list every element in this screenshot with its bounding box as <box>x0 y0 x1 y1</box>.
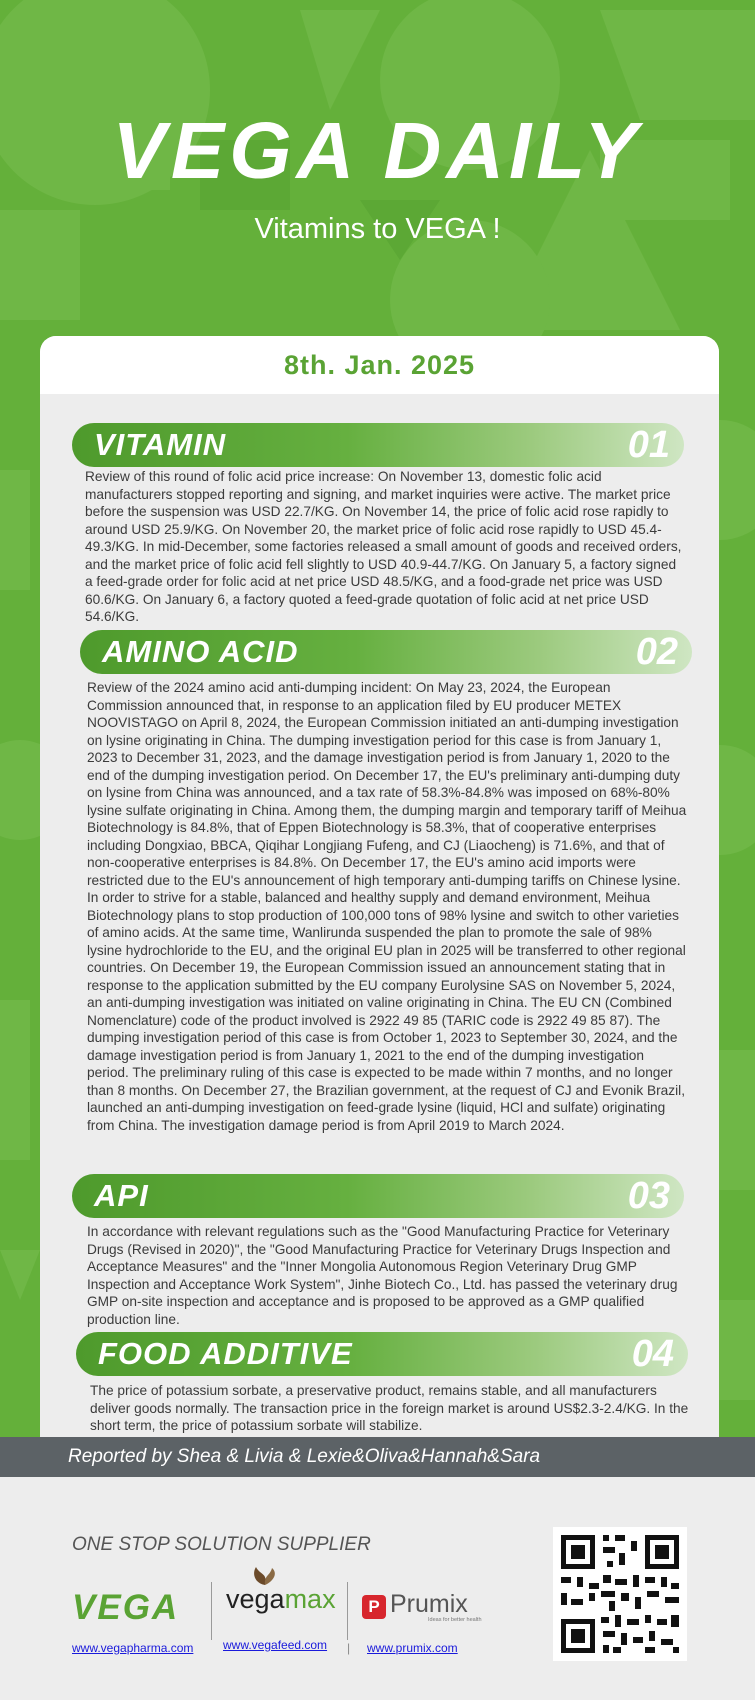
section-text-vitamin: Review of this round of folic acid price increase: On November 13, domestic folic acid manufacturers stopped reporting and signing, and market inquiries were active. The market price before the suspension was USD 22.7/KG. On November 14, the price of folic acid rose rapidly to around USD 25.9/KG. On November 20, the market price of folic acid rose rapidly to USD 45.4-49.3/KG. In mid-December, some factories released a small amount of goods and received orders, and the market price of folic acid fell slightly to USD 40.9-44.7/KG. On January 5, a factory signed a feed-grade order for folic acid at net price USD 48.5/KG, and a food-grade net price was USD 60.6/KG. On January 6, a factory quoted a feed-grade quotation of folic acid at net price USD 54.6/KG. <box>85 469 682 624</box>
logo-divider <box>347 1582 348 1640</box>
section-text-api: In accordance with relevant regulations such as the "Good Manufacturing Practice for Veterinary Drugs (Revised in 2020)", the "Good Manufacturing Practice for Veterinary Drugs Inspection and Acceptance Measures" and the "Inner Mongolia Autonomous Region Veterinary Drug GMP Inspection and Acceptance Work System", Jinhe Biotech Co., Ltd. has passed the veterinary drug GMP on-site inspection and acceptance and is proposed to be approved as a GMP qualified production line. <box>87 1224 678 1327</box>
prumix-tagline: Ideas for better health <box>428 1617 482 1623</box>
vega-logo: VEGA <box>72 1588 180 1627</box>
section-title: FOOD ADDITIVE <box>98 1336 353 1371</box>
section-number: 03 <box>627 1175 670 1217</box>
link-separator: | <box>347 1641 351 1655</box>
section-number: 02 <box>635 631 678 673</box>
logo-divider <box>211 1582 212 1640</box>
content-card <box>40 336 719 1437</box>
section-header-vitamin <box>72 423 684 467</box>
footer-tagline: ONE STOP SOLUTION SUPPLIER <box>72 1534 371 1555</box>
link-prumix[interactable]: www.prumix.com <box>367 1641 458 1655</box>
section-header-amino-acid <box>80 630 692 674</box>
link-vegapharma[interactable]: www.vegapharma.com <box>72 1641 194 1655</box>
reporter-credits: Reported by Shea & Livia & Lexie&Oliva&Hannah&Sara <box>68 1446 541 1467</box>
qr-code-icon <box>553 1527 687 1661</box>
footer <box>0 1477 755 1700</box>
issue-date: 8th. Jan. 2025 <box>40 336 719 394</box>
section-number: 01 <box>627 424 670 466</box>
page-subtitle: Vitamins to VEGA ! <box>254 213 501 245</box>
section-text-food-additive: The price of potassium sorbate, a preservative product, remains stable, and all manufacturers deliver goods normally. The transaction price in the foreign market is around US$2.3-2.4/KG. In the short term, the price of potassium sorbate will stabilize. <box>90 1383 689 1433</box>
section-number: 04 <box>631 1333 674 1375</box>
section-header-api <box>72 1174 684 1218</box>
section-title: API <box>94 1178 149 1213</box>
section-title: VITAMIN <box>94 427 227 462</box>
page-title: VEGA DAILY <box>112 106 643 195</box>
section-header-food-additive <box>76 1332 688 1376</box>
section-title: AMINO ACID <box>102 634 299 669</box>
reporter-bar <box>0 1437 755 1477</box>
vegamax-logo: vegamax <box>226 1584 336 1614</box>
prumix-icon: P <box>362 1595 386 1619</box>
prumix-logo: Prumix <box>390 1590 468 1618</box>
link-vegafeed[interactable]: www.vegafeed.com <box>223 1638 328 1652</box>
section-text-amino-acid: Review of the 2024 amino acid anti-dumping incident: On May 23, 2024, the European Commission announced that, in response to an application filed by EU producer METEX NOOVISTAGO on April 8, 2024, the European Commission initiated an anti-dumping investigation on lysine originating in China. The dumping investigation period for this case is from January 1, 2023 to December 31, 2023, and the damage investigation period is from January 1, 2020 to the end of the dumping investigation period. On December 17, the EU's preliminary anti-dumping duty on lysine from China was announced, and a tax rate of 58.3%-84.8% was imposed on 68%-80% lysine sulfate originating in China. Among them, the dumping margin and temporary tariff of Meihua Biotechnology is 84.8%, that of Eppen Biotechnology is 58.3%, that of cooperative enterprises including Dongxiao, BBCA, Qiqihar Longjiang Fufeng, and CJ (Liaocheng) is 71.6%, and that of non-cooperative enterprises is 84.8%. On December 17, the EU's amino acid imports were restricted due to the EU's announcement of high temporary anti-dumping tariffs on Chinese lysine. In order to strive for a stable, balanced and healthy supply and demand environment, Meihua Biotechnology plans to stop production of 100,000 tons of 98% lysine and switch to other varieties of amino acids. At the same time, Wanlirunda suspended the plan to promote the sale of 98% lysine hydrochloride to the EU, and the original EU plan in 2025 will be transferred to other regional countries. On December 19, the European Commission issued an announcement stating that in response to the application submitted by the EU company Eurolysine SAS on November 5, 2024, an anti-dumping investigation was initiated on valine originating in China. The EU CN (Combined Nomenclature) code of the product involved is 2922 49 85 (TARIC code is 2922 49 85 87). The dumping investigation period of this case is from October 1, 2023 to September 30, 2024, and the damage investigation period is from January 1, 2021 to the end of the dumping investigation period. The preliminary ruling of this case is expected to be made within 7 months, and no longer than 8 months. On December 27, the Brazilian government, at the request of CJ and Evonik Brazil, launched an anti-dumping investigation on feed-grade lysine (liquid, HCl and sulfate) originating from China. The investigation damage period is from April 2019 to March 2024. <box>87 680 687 1133</box>
